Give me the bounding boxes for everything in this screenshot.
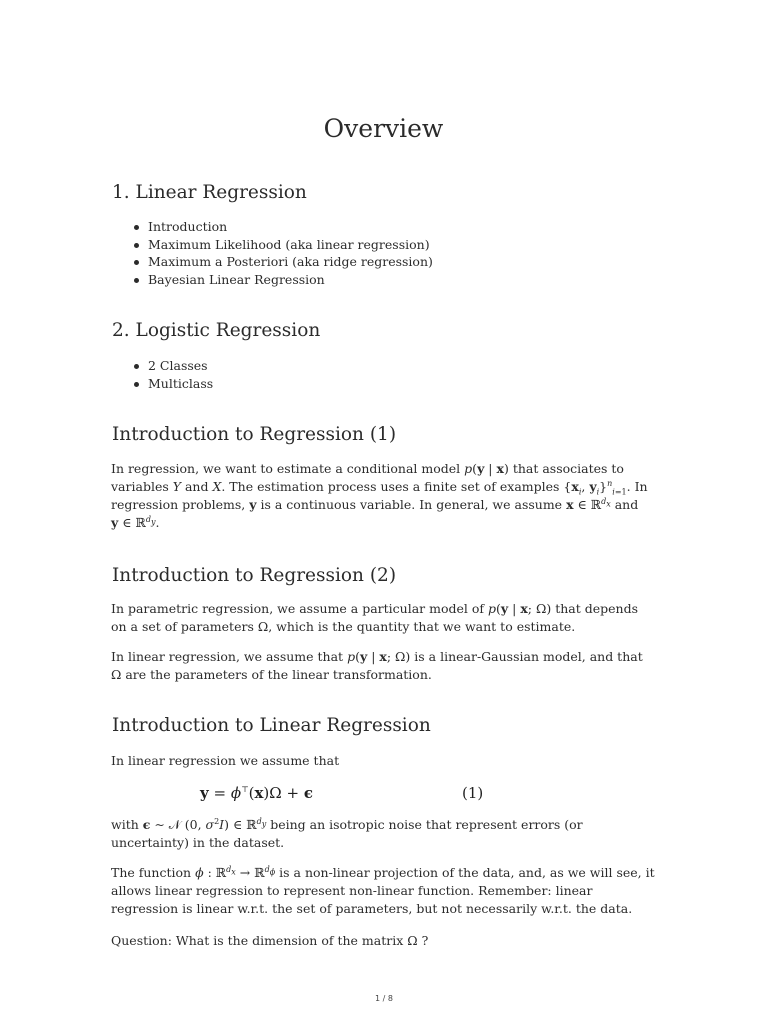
intro-lr-paragraph-4: Question: What is the dimension of the matrix Ω ?	[111, 933, 429, 948]
intro1-heading: Introduction to Regression (1)	[112, 424, 397, 445]
intro-lr-heading: Introduction to Linear Regression	[112, 715, 431, 736]
section2-list	[111, 357, 213, 392]
list-item: Multiclass	[148, 375, 214, 391]
page-number: 1 / 8	[375, 994, 393, 1003]
list-item: Maximum Likelihood (aka linear regression)	[148, 236, 433, 254]
intro-lr-paragraph-1: In linear regression we assume that	[111, 753, 340, 768]
intro1-paragraph: In regression, we want to estimate a conditional model p(y | x) that associates to variables Y and X. The estimation process uses a finite set of examples {$x_i$, $y_i\}^n_{i=1}$. In regression problems, y is a continuous variable. In general, we assume x ∈ ℝ$^{d_x}$ and y ∈ ℝ$^{d_y}$.	[111, 461, 648, 530]
section1-list	[111, 218, 433, 288]
intro-lr-paragraph-2: with ϵ ∼ 𝒩 (0, $\sigma^2I$) ∈ ℝ$^{d_y}$ being an isotropic noise that represent errors (or uncertainty) in the dataset.	[111, 816, 583, 850]
list-item: Introduction	[148, 218, 433, 236]
section1-heading: 1. Linear Regression	[112, 182, 307, 203]
list-item: Bayesian Linear Regression	[148, 271, 433, 289]
intro-lr-paragraph-3: The function ϕ : ℝ$^{d_x}$ → ℝ$^{d_\phi}$ is a non-linear projection of the data, and, as we will see, it allows linear regression to represent non-linear function. Remember: linear regression is linear w.r.t. the set of parameters, but not necessarily w.r.t. the data.	[111, 864, 655, 916]
section2-heading: 2. Logistic Regression	[112, 320, 321, 341]
equation-1: y = ϕ⊤(x)Ω + ϵ (1)	[200, 784, 484, 802]
equation-number: (1)	[462, 784, 484, 802]
intro2-paragraph-1: In parametric regression, we assume a particular model of p(y | x; Ω) that depends on a set of parameters Ω, which is the quantity that we want to estimate.	[111, 601, 638, 634]
page-title: Overview	[323, 114, 444, 143]
list-item: Maximum a Posteriori (aka ridge regression)	[148, 254, 433, 269]
intro2-heading: Introduction to Regression (2)	[112, 565, 397, 586]
list-item: 2 Classes	[148, 357, 213, 375]
intro2-paragraph-2: In linear regression, we assume that p(y | x; Ω) is a linear-Gaussian model, and that Ω are the parameters of the linear transformation.	[111, 649, 643, 682]
